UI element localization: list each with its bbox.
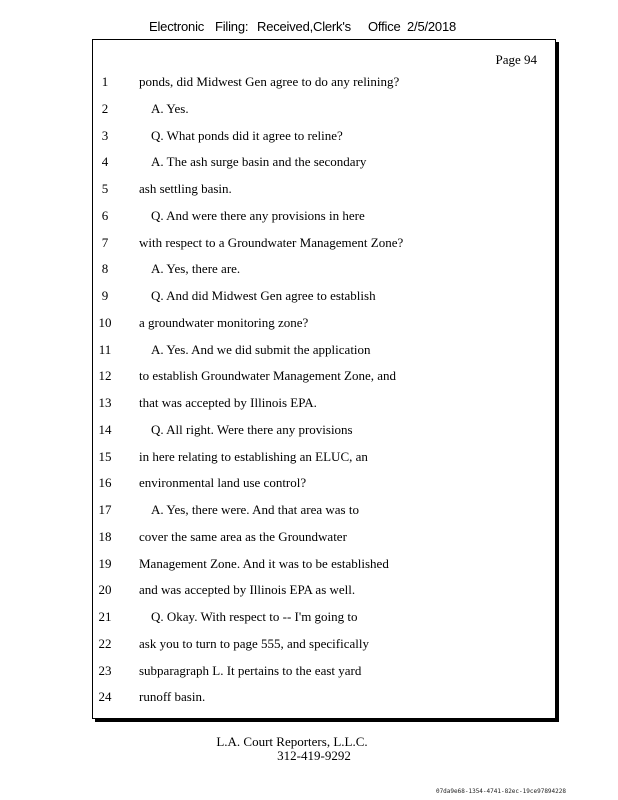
- header-filing: Filing:: [215, 19, 249, 34]
- line-number: 24: [98, 689, 112, 705]
- transcript-line: [93, 315, 555, 331]
- line-number: 5: [101, 181, 109, 196]
- transcript-line: [93, 609, 555, 625]
- line-number: 8: [101, 261, 109, 277]
- line-number: 22: [98, 635, 112, 651]
- line-text: Q. And were there any provisions in here: [151, 207, 365, 223]
- transcript-line: [93, 663, 555, 679]
- footer-phone: 312-419-9292: [277, 748, 351, 763]
- transcript-line: [93, 261, 555, 277]
- line-number: 7: [101, 234, 109, 250]
- line-number: 14: [98, 421, 112, 437]
- line-text: runoff basin.: [139, 689, 206, 705]
- line-number: 9: [101, 288, 109, 303]
- transcript-line: [93, 288, 555, 304]
- header-received-clerks: Received,Clerk's: [257, 19, 351, 34]
- transcript-line: [93, 449, 555, 465]
- line-number: 6: [101, 207, 109, 223]
- line-number: 11: [98, 341, 112, 357]
- line-number: 16: [98, 475, 112, 491]
- line-text: in here relating to establishing an ELUC, an: [139, 448, 368, 464]
- filing-stamp-header: [0, 19, 618, 37]
- line-number: 10: [98, 314, 112, 330]
- line-number: 20: [98, 582, 112, 598]
- transcript-line: [93, 342, 555, 358]
- line-text: A. Yes, there were. And that area was to: [151, 502, 359, 517]
- footer-company: L.A. Court Reporters, L.L.C.: [216, 734, 368, 749]
- line-text: and was accepted by Illinois EPA as well.: [139, 582, 356, 598]
- line-text: Management Zone. And it was to be established: [139, 555, 389, 571]
- line-number: 13: [98, 395, 112, 410]
- line-text: Q. And did Midwest Gen agree to establish: [151, 288, 376, 303]
- line-text: to establish Groundwater Management Zone, and: [139, 368, 397, 384]
- line-text: ash settling basin.: [139, 181, 232, 196]
- transcript-line: [93, 395, 555, 411]
- line-number: 4: [101, 154, 109, 170]
- header-office: Office: [368, 19, 401, 34]
- transcript-line: [93, 208, 555, 224]
- line-number: 18: [98, 528, 112, 544]
- transcript-line: [93, 74, 555, 90]
- header-date: 2/5/2018: [407, 19, 457, 34]
- transcript-line: [93, 101, 555, 117]
- line-number: 1: [101, 74, 109, 89]
- transcript-line: [93, 502, 555, 518]
- transcript-line: [93, 582, 555, 598]
- document-id: 07da9e68-1354-4741-82ec-19ce97894228: [435, 788, 566, 795]
- transcript-line: [93, 154, 555, 170]
- transcript-page: [92, 39, 556, 719]
- transcript-line: [93, 475, 555, 491]
- line-text: A. Yes.: [151, 100, 189, 116]
- line-number: 17: [98, 502, 112, 517]
- line-text: A. Yes. And we did submit the application: [151, 341, 371, 357]
- line-text: ask you to turn to page 555, and specifically: [139, 635, 369, 651]
- transcript-line: [93, 128, 555, 144]
- line-number: 3: [101, 127, 109, 143]
- line-text: Q. All right. Were there any provisions: [151, 421, 353, 437]
- transcript-line: [93, 689, 555, 705]
- transcript-line: [93, 636, 555, 652]
- line-text: with respect to a Groundwater Management Zone?: [139, 234, 404, 250]
- line-number: 23: [98, 662, 112, 678]
- transcript-line: [93, 181, 555, 197]
- header-electronic: Electronic: [149, 19, 205, 34]
- line-number: 21: [98, 609, 112, 624]
- line-number: 19: [98, 555, 112, 571]
- transcript-line: [93, 556, 555, 572]
- transcript-line: [93, 422, 555, 438]
- line-text: Q. What ponds did it agree to reline?: [151, 127, 343, 143]
- line-text: that was accepted by Illinois EPA.: [139, 395, 317, 410]
- line-text: environmental land use control?: [139, 475, 307, 491]
- transcript-line: [93, 368, 555, 384]
- line-text: A. The ash surge basin and the secondary: [151, 154, 367, 170]
- line-text: subparagraph L. It pertains to the east yard: [139, 662, 362, 678]
- line-text: A. Yes, there are.: [151, 261, 241, 277]
- line-text: cover the same area as the Groundwater: [139, 528, 347, 544]
- line-text: Q. Okay. With respect to -- I'm going to: [151, 609, 358, 624]
- line-text: a groundwater monitoring zone?: [139, 314, 309, 330]
- transcript-line: [93, 235, 555, 251]
- line-number: 2: [101, 100, 109, 116]
- line-number: 12: [98, 368, 112, 384]
- page-number: Page 94: [495, 52, 537, 67]
- line-number: 15: [98, 448, 112, 464]
- line-text: ponds, did Midwest Gen agree to do any relining?: [139, 74, 400, 89]
- transcript-line: [93, 529, 555, 545]
